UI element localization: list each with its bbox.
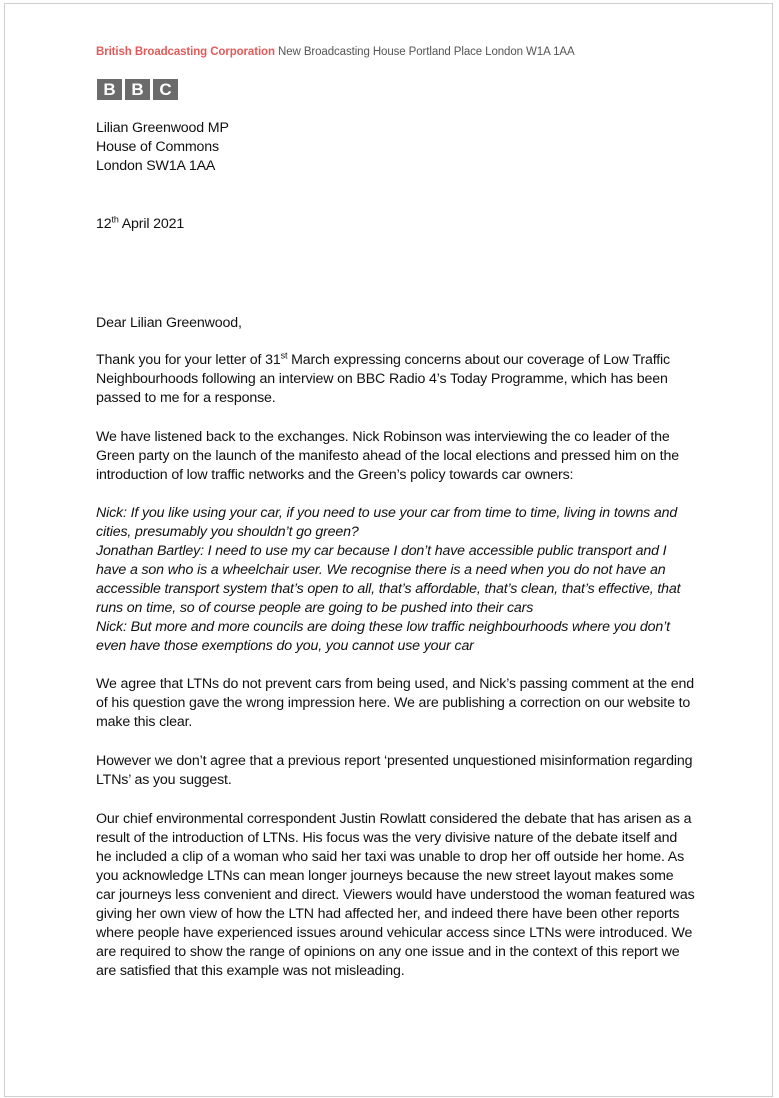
paragraph-1-sup: st [280, 350, 288, 361]
paragraph-1-start: Thank you for your letter of 31 [96, 352, 281, 368]
quote-bartley: Jonathan Bartley: I need to use my car because I don’t have accessible public transport and I have a son who is a wheelchair user. We recognise there is a need when you do not have an accessible transport system that’s open to all, that’s affordable, that’s clean, that’s effective, that runs on time, so of course people are going to be pushed into their cars [96, 543, 681, 616]
letter-page [4, 3, 773, 1097]
paragraph-1-end: March expressing concerns about our coverage of Low Traffic Neighbourhoods following an interview on BBC Radio 4’s Today Programme, which has been passed to me for a response. [96, 352, 671, 406]
date-day: 12 [96, 216, 112, 232]
paragraph-2: We have listened back to the exchanges. Nick Robinson was interviewing the co leader of the Green party on the launch of the manifesto ahead of the local elections and pressed him on the introduction of low traffic networks and the Green’s policy towards car owners: [96, 429, 679, 483]
letterhead [96, 46, 575, 58]
recipient-line-3: London SW1A 1AA [96, 158, 216, 174]
paragraph-4: However we don’t agree that a previous report ‘presented unquestioned misinformation regarding LTNs’ as you suggest. [96, 753, 693, 788]
paragraph-5: Our chief environmental correspondent Justin Rowlatt considered the debate that has arisen as a result of the introduction of LTNs. His focus was the very divisive nature of the debate itself and he included a clip of a woman who said her taxi was unable to drop her off outside her home. As you acknowledge LTNs can mean longer journeys because the new street layout makes some car journeys less convenient and direct. Viewers would have understood the woman featured was giving her own view of how the LTN had affected her, and indeed there have been other reports where people have experienced issues around vehicular access since LTNs were introduced. We are required to show the range of opinions on any one issue and in the context of this report we are satisfied that this example was not misleading. [96, 811, 695, 979]
interview-transcript [96, 504, 696, 656]
bbc-logo-block-2: B [125, 79, 150, 100]
paragraph-3: We agree that LTNs do not prevent cars from being used, and Nick’s passing comment at the end of his question gave the wrong impression here. We are publishing a correction on our website to make this clear. [96, 676, 695, 730]
letterhead-org: British Broadcasting Corporation [96, 46, 275, 58]
quote-nick-2: Nick: But more and more councils are doing these low traffic neighbourhoods where you don’t even have those exemptions do you, you cannot use your car [96, 619, 670, 654]
quote-nick-1: Nick: If you like using your car, if you need to use your car from time to time, living in towns and cities, presumably you shouldn’t go green? [96, 505, 678, 540]
bbc-logo-block-3: C [153, 79, 178, 100]
letterhead-address: New Broadcasting House Portland Place London W1A 1AA [278, 46, 575, 58]
recipient-line-1: Lilian Greenwood MP [96, 120, 229, 136]
bbc-logo-block-1: B [97, 79, 122, 100]
letter-date [96, 215, 696, 234]
recipient-line-2: House of Commons [96, 139, 219, 155]
recipient-address [96, 119, 696, 176]
paragraph-1 [96, 351, 696, 408]
salutation: Dear Lilian Greenwood, [96, 315, 242, 331]
bbc-logo [97, 79, 178, 100]
date-suffix: th [111, 214, 119, 225]
date-rest: April 2021 [121, 216, 185, 232]
